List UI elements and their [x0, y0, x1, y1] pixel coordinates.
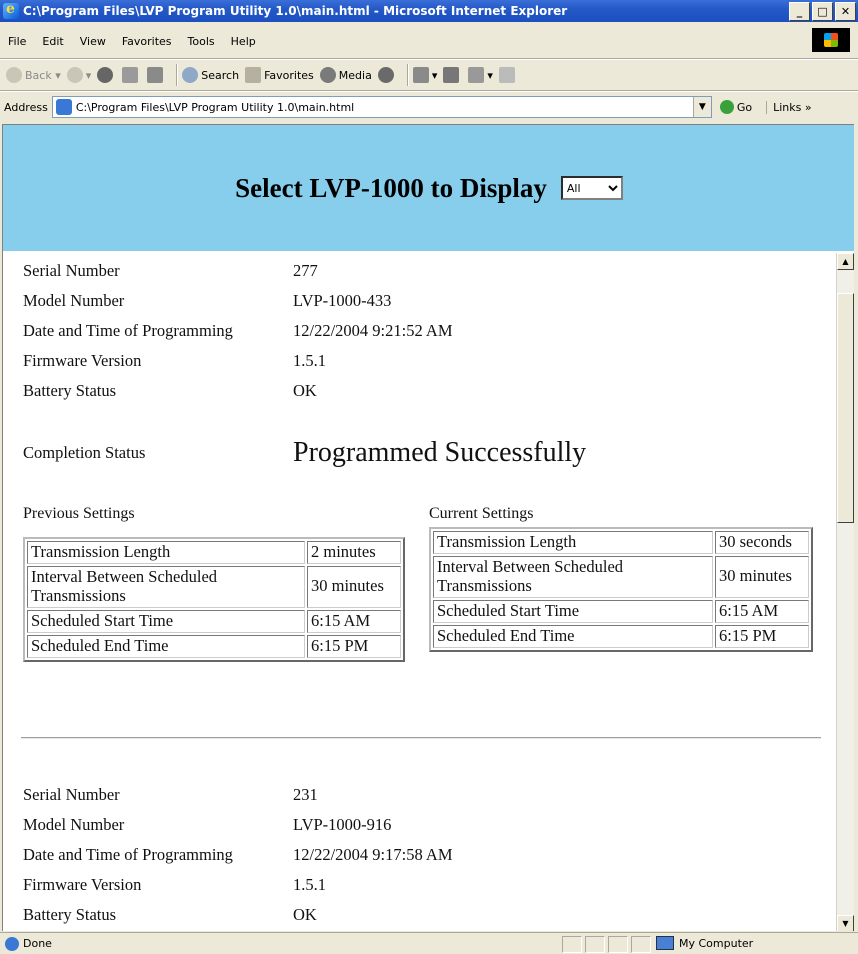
menu-bar — [0, 26, 264, 56]
lvp-select[interactable] — [561, 176, 623, 200]
current-settings-table — [429, 527, 813, 652]
back-arrow-icon — [6, 67, 22, 83]
record-divider — [21, 737, 821, 739]
page-icon — [56, 99, 72, 115]
firmware-value: 1.5.1 — [293, 351, 326, 370]
address-label: Address — [4, 100, 48, 114]
table-row: Scheduled Start Time 6:15 AM — [433, 600, 809, 623]
toolbar-separator — [407, 64, 409, 86]
toolbar-divider — [0, 90, 858, 92]
previous-settings-label: Previous Settings — [23, 505, 135, 522]
vertical-scrollbar[interactable] — [836, 253, 854, 931]
menu-edit[interactable]: Edit — [42, 34, 64, 48]
table-row: Scheduled Start Time 6:15 AM — [27, 610, 401, 633]
battery-row: Battery Status OK — [23, 905, 317, 924]
ie-icon — [3, 3, 19, 19]
title-bar — [0, 0, 858, 22]
battery-row: Battery Status OK — [23, 381, 317, 400]
model-value: LVP-1000-916 — [293, 815, 392, 834]
go-button[interactable]: Go — [720, 100, 752, 114]
datetime-row: Date and Time of Programming 12/22/2004 9:17:58 AM — [23, 845, 453, 864]
status-cell — [585, 936, 605, 953]
home-icon — [147, 67, 163, 83]
stop-button[interactable] — [97, 67, 116, 83]
address-value: C:\Program Files\LVP Program Utility 1.0\main.html — [75, 100, 355, 114]
current-settings-label: Current Settings — [429, 505, 534, 522]
status-bar — [0, 932, 858, 954]
stop-icon — [97, 67, 113, 83]
serial-row: Serial Number 277 — [23, 261, 318, 280]
serial-value: 277 — [293, 261, 318, 280]
status-cell — [631, 936, 651, 953]
table-row: Interval Between Scheduled Transmissions 30 minutes — [433, 556, 809, 598]
model-value: LVP-1000-433 — [293, 291, 392, 310]
history-icon — [378, 67, 394, 83]
firmware-row: Firmware Version 1.5.1 — [23, 351, 326, 370]
maximize-button[interactable]: □ — [812, 2, 833, 21]
page-heading: Select LVP-1000 to Display — [235, 172, 547, 203]
serial-row: Serial Number 231 — [23, 785, 318, 804]
search-button[interactable]: Search — [182, 67, 239, 83]
refresh-icon — [122, 67, 138, 83]
refresh-button[interactable] — [122, 67, 141, 83]
scroll-thumb[interactable] — [837, 293, 854, 523]
status-text: Done — [23, 937, 52, 950]
my-computer-icon — [656, 936, 674, 950]
firmware-row: Firmware Version 1.5.1 — [23, 875, 326, 894]
scroll-up-icon[interactable]: ▲ — [837, 253, 854, 270]
print-icon — [443, 67, 459, 83]
serial-value: 231 — [293, 785, 318, 804]
edit-icon — [468, 67, 484, 83]
back-button[interactable]: Back ▾ — [6, 67, 61, 83]
mail-icon — [413, 67, 429, 83]
table-row: Scheduled End Time 6:15 PM — [433, 625, 809, 648]
windows-logo — [812, 28, 850, 52]
done-page-icon — [5, 937, 19, 951]
forward-arrow-icon — [67, 67, 83, 83]
menu-view[interactable]: View — [79, 34, 106, 48]
security-zone: My Computer — [656, 936, 753, 950]
previous-settings-table — [23, 537, 405, 662]
home-button[interactable] — [147, 67, 166, 83]
history-button[interactable] — [378, 67, 397, 83]
table-row: Scheduled End Time 6:15 PM — [27, 635, 401, 658]
favorites-button[interactable]: Favorites — [245, 67, 314, 83]
status-cell — [562, 936, 582, 953]
model-row: Model Number LVP-1000-916 — [23, 815, 392, 834]
menu-file[interactable]: File — [8, 34, 27, 48]
model-row: Model Number LVP-1000-433 — [23, 291, 392, 310]
close-button[interactable]: ✕ — [835, 2, 856, 21]
minimize-button[interactable]: _ — [789, 2, 810, 21]
table-row: Transmission Length 2 minutes — [27, 541, 401, 564]
menu-favorites[interactable]: Favorites — [121, 34, 172, 48]
address-dropdown-icon[interactable]: ▼ — [693, 97, 711, 117]
menu-tools[interactable]: Tools — [187, 34, 215, 48]
favorites-icon — [245, 67, 261, 83]
battery-value: OK — [293, 381, 317, 400]
discuss-icon — [499, 67, 515, 83]
table-row: Transmission Length 30 seconds — [433, 531, 809, 554]
datetime-value: 12/22/2004 9:17:58 AM — [293, 845, 453, 864]
print-button[interactable] — [443, 67, 462, 83]
datetime-value: 12/22/2004 9:21:52 AM — [293, 321, 453, 340]
datetime-row: Date and Time of Programming 12/22/2004 9:21:52 AM — [23, 321, 453, 340]
status-cell — [608, 936, 628, 953]
page-content — [2, 124, 854, 931]
menu-help[interactable]: Help — [230, 34, 256, 48]
media-icon — [320, 67, 336, 83]
go-arrow-icon — [720, 100, 734, 114]
discuss-button[interactable] — [499, 67, 518, 83]
mail-button[interactable]: ▾ — [413, 67, 438, 83]
search-icon — [182, 67, 198, 83]
display-selector-banner — [3, 125, 854, 251]
records-area — [3, 253, 834, 931]
window-title: C:\Program Files\LVP Program Utility 1.0\main.html - Microsoft Internet Explorer — [23, 4, 568, 18]
table-row: Interval Between Scheduled Transmissions 30 minutes — [27, 566, 401, 608]
scroll-down-icon[interactable]: ▼ — [837, 915, 854, 931]
links-button[interactable]: Links » — [766, 101, 811, 114]
toolbar-separator — [176, 64, 178, 86]
address-bar — [0, 93, 858, 121]
edit-button[interactable]: ▾ — [468, 67, 493, 83]
firmware-value: 1.5.1 — [293, 875, 326, 894]
forward-button[interactable]: ▾ — [67, 67, 92, 83]
address-input[interactable] — [52, 96, 712, 118]
battery-value: OK — [293, 905, 317, 924]
media-button[interactable]: Media — [320, 67, 372, 83]
toolbar — [0, 60, 858, 90]
completion-row: Completion Status Programmed Successfully — [23, 437, 587, 468]
completion-value: Programmed Successfully — [293, 437, 587, 468]
